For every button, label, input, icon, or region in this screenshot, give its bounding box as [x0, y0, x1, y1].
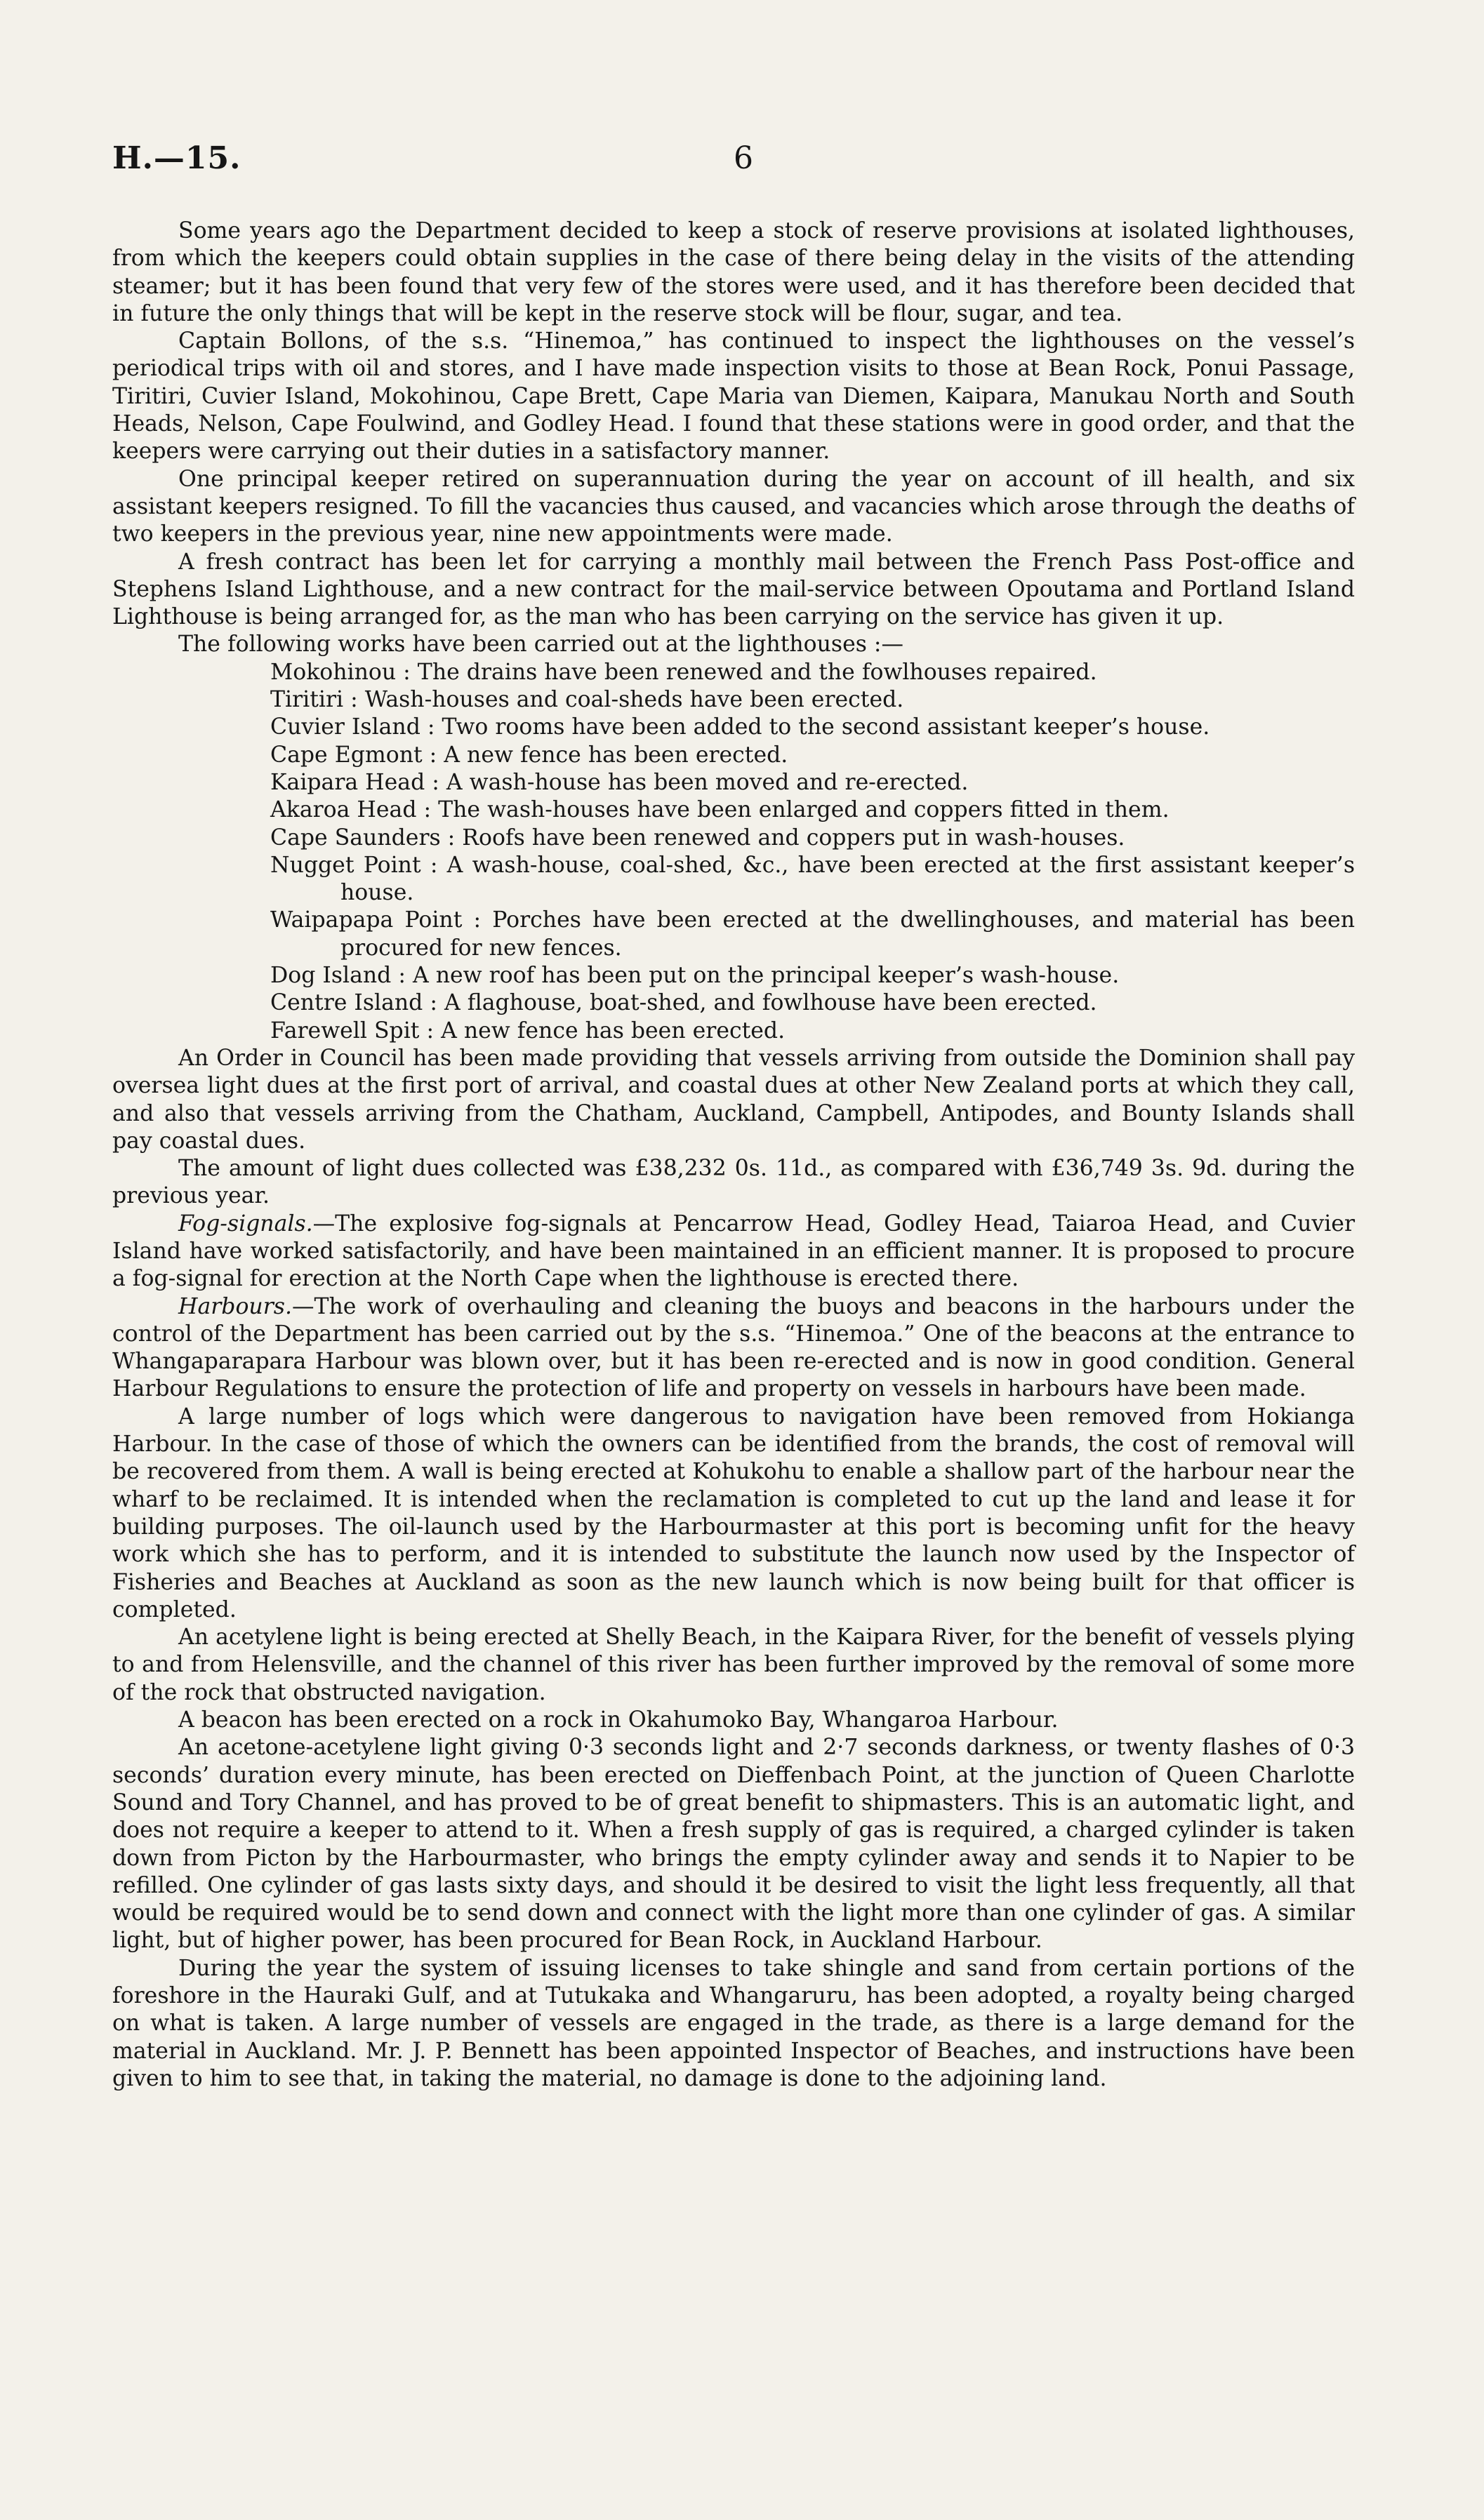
works-list-item: Farewell Spit : A new fence has been erected.	[270, 1018, 786, 1044]
paragraph-mail-contract: A fresh contract has been let for carrying a monthly mail between the French Pass Post-office and Stephens Island Lighthouse, and a new contract for the mail-service between Opoutama and Portland Island Lighthouse is being arranged for, as the man who has been carrying on the service has given it up.	[112, 549, 1355, 630]
harbours-text: —The work of overhauling and cleaning the buoys and beacons in the harbours under the control of the Department has been carried out by the s.s. “Hinemoa.” One of the beacons at the entrance to Whangaparapara Harbour was blown over, but it has been re-erected and is now in good condition. General Harbour Regulations to ensure the protection of life and property on vessels in harbours have been made.	[112, 1293, 1355, 1402]
works-list-item: Kaipara Head : A wash-house has been moved and re-erected.	[270, 769, 969, 795]
paragraph-foreshore-licenses: During the year the system of issuing licenses to take shingle and sand from certain portions of the foreshore in the Hauraki Gulf, and at Tutukaka and Whangaruru, has been adopted, a royalty being charged on what is taken. A large number of vessels are engaged in the trade, as there is a large demand for the material in Auckland. Mr. J. P. Bennett has been appointed Inspector of Beaches, and instructions have been given to him to see that, in taking the material, no damage is done to the adjoining land.	[112, 1955, 1355, 2091]
paragraph-dieffenbach-light: An acetone-acetylene light giving 0·3 seconds light and 2·7 seconds darkness, or twenty flashes of 0·3 seconds’ duration every minute, has been erected on Dieffenbach Point, at the junction of Queen Charlotte Sound and Tory Channel, and has proved to be of great benefit to shipmasters. This is an automatic light, and does not require a keeper to attend to it. When a fresh supply of gas is required, a charged cylinder is taken down from Picton by the Harbourmaster, who brings the empty cylinder away and sends it to Napier to be refilled. One cylinder of gas lasts sixty days, and should it be desired to visit the light less frequently, all that would be required would be to send down and connect with the light more than one cylinder of gas. A similar light, but of higher power, has been procured for Bean Rock, in Auckland Harbour.	[112, 1735, 1355, 1954]
document-page	[112, 140, 1355, 2093]
paragraph-works-intro: The following works have been carried out at the lighthouses :—	[178, 632, 904, 658]
works-list-item: Mokohinou : The drains have been renewed and the fowlhouses repaired.	[270, 659, 1097, 685]
paragraph-reserve-provisions: Some years ago the Department decided to keep a stock of reserve provisions at isolated lighthouses, from which the keepers could obtain supplies in the case of there being delay in the visits of the attending steamer; but it has been found that very few of the stores were used, and it has therefore been decided that in future the only things that will be kept in the reserve stock will be flour, sugar, and tea.	[112, 218, 1355, 326]
paragraph-shelly-beach: An acetylene light is being erected at Shelly Beach, in the Kaipara River, for the benefit of vessels plying to and from Helensville, and the channel of this river has been further improved by the removal of some more of the rock that obstructed navigation.	[112, 1625, 1355, 1705]
paragraph-staff-changes: One principal keeper retired on superannuation during the year on account of ill health, and six assistant keepers resigned. To fill the vacancies thus caused, and vacancies which arose through the deaths of two keepers in the previous year, nine new appointments were made.	[112, 466, 1355, 547]
works-list-item: Cuvier Island : Two rooms have been added to the second assistant keeper’s house.	[270, 714, 1210, 740]
works-list	[112, 659, 1355, 1045]
paragraph-okahumoko-beacon: A beacon has been erected on a rock in Okahumoko Bay, Whangaroa Harbour.	[178, 1707, 1059, 1733]
paragraph-inspections: Captain Bollons, of the s.s. “Hinemoa,” has continued to inspect the lighthouses on the vessel’s periodical trips with oil and stores, and I have made inspection visits to those at Bean Rock, Ponui Passage, Tiritiri, Cuvier Island, Mokohinou, Cape Brett, Cape Maria van Diemen, Kaipara, Manukau North and South Heads, Nelson, Cape Foulwind, and Godley Head. I found that these stations were in good order, and that the keepers were carrying out their duties in a satisfactory manner.	[112, 328, 1355, 465]
works-list-item: Akaroa Head : The wash-houses have been enlarged and coppers fitted in them.	[270, 797, 1170, 823]
paragraph-order-in-council: An Order in Council has been made providing that vessels arriving from outside the Dominion shall pay oversea light dues at the first port of arrival, and coastal dues at other New Zealand ports at which they call, and also that vessels arriving from the Chatham, Auckland, Campbell, Antipodes, and Bounty Islands shall pay coastal dues.	[112, 1045, 1355, 1154]
works-list-item: Cape Egmont : A new fence has been erected.	[270, 742, 788, 768]
harbours-heading: Harbours.	[178, 1293, 292, 1319]
works-list-item: Nugget Point : A wash-house, coal-shed, &c., have been erected at the first assistant keeper’s house.	[270, 852, 1355, 906]
report-reference: H.—15.	[112, 140, 241, 176]
fog-signals-text: —The explosive fog-signals at Pencarrow Head, Godley Head, Taiaroa Head, and Cuvier Island have worked satisfactorily, and have been maintained in an efficient manner. It is proposed to procure a fog-signal for erection at the North Cape when the lighthouse is erected there.	[112, 1211, 1355, 1292]
works-list-item: Centre Island : A flaghouse, boat-shed, and fowlhouse have been erected.	[270, 990, 1097, 1016]
paragraph-light-dues: The amount of light dues collected was £38,232 0s. 11d., as compared with £36,749 3s. 9d. during the previous year.	[112, 1156, 1355, 1209]
paragraph-hokianga-logs: A large number of logs which were dangerous to navigation have been removed from Hokianga Harbour. In the case of those of which the owners can be identified from the brands, the cost of removal will be recovered from them. A wall is being erected at Kohukohu to enable a shallow part of the harbour near the wharf to be reclaimed. It is intended when the reclamation is completed to cut up the land and lease it for building purposes. The oil-launch used by the Harbourmaster at this port is becoming unfit for the heavy work which she has to perform, and it is intended to substitute the launch now used by the Inspector of Fisheries and Beaches at Auckland as soon as the new launch which is now being built for that officer is completed.	[112, 1404, 1355, 1622]
page-number: 6	[734, 140, 753, 176]
page-header	[112, 140, 1355, 204]
paragraph-fog-signals	[112, 1211, 1355, 1293]
works-list-item: Cape Saunders : Roofs have been renewed and coppers put in wash-houses.	[270, 825, 1125, 851]
works-list-item: Dog Island : A new roof has been put on the principal keeper’s wash-house.	[270, 963, 1120, 989]
works-list-item: Waipapapa Point : Porches have been erected at the dwellinghouses, and material has been procured for new fences.	[270, 907, 1355, 961]
body-text	[112, 218, 1355, 2093]
works-list-item: Tiritiri : Wash-houses and coal-sheds have been erected.	[270, 687, 904, 713]
paragraph-harbours	[112, 1293, 1355, 1404]
fog-signals-heading: Fog-signals.	[178, 1211, 313, 1236]
